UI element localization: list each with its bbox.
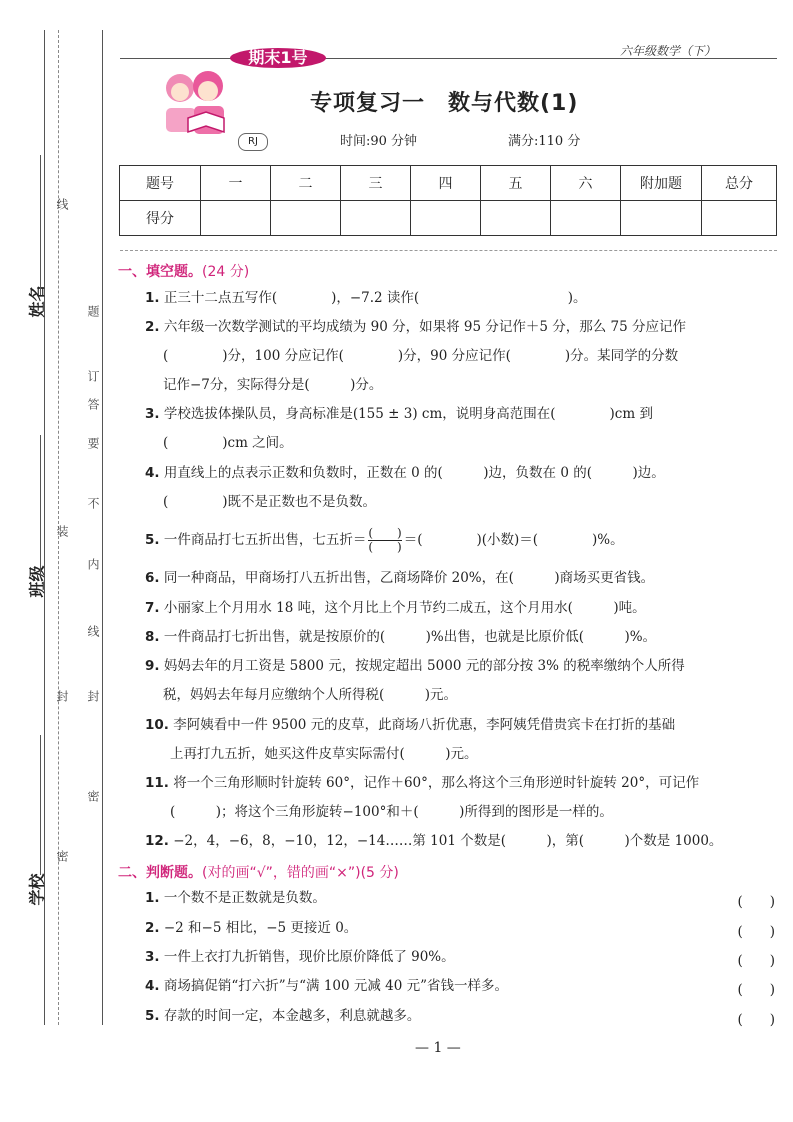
q-text: 用直线上的点表示正数和负数时，正数在 0 的( )边，负数在 0 的( )边。 bbox=[163, 465, 665, 481]
q-num: 1. bbox=[145, 890, 160, 906]
question-10-line2: 上再打九五折，她买这件皮草实际需付( )元。 bbox=[170, 746, 478, 762]
school-label: 学校 bbox=[27, 873, 47, 906]
brand-logo bbox=[228, 38, 328, 72]
page-title: 专项复习一 数与代数(1) bbox=[310, 91, 579, 116]
edition-badge: RJ bbox=[238, 133, 268, 151]
score-table bbox=[119, 165, 777, 236]
question-9-line2: 税，妈妈去年每月应缴纳个人所得税( )元。 bbox=[163, 687, 458, 703]
question-11-line2: ( )；将这个三角形旋转−100°和＋( )所得到的图形是一样的。 bbox=[170, 804, 613, 820]
question-3-line2: ( )cm 之间。 bbox=[163, 435, 293, 451]
q-text: 一件商品打七折出售，就是按原价的( )%出售，也就是比原价低( )%。 bbox=[163, 629, 657, 645]
score-table-header-row bbox=[120, 166, 777, 201]
score-header-cell: 五 bbox=[481, 166, 551, 201]
binding-char-xian: 线 bbox=[55, 198, 69, 212]
score-input-cell[interactable] bbox=[271, 201, 341, 236]
answer-paren[interactable]: ( ) bbox=[737, 894, 775, 910]
q-text: 一件商品打七五折出售，七五折＝ bbox=[163, 532, 367, 548]
notice-char-5: 内 bbox=[86, 558, 100, 572]
notice-char-7: 封 bbox=[86, 690, 100, 704]
q-num: 3. bbox=[145, 406, 160, 422]
score-input-cell[interactable] bbox=[621, 201, 702, 236]
binding-char-mi: 密 bbox=[55, 850, 69, 864]
question-4 bbox=[145, 459, 665, 488]
fraction-blank[interactable]: $\frac{( )}{( )}$ bbox=[368, 526, 402, 554]
notice-char-1: 题 bbox=[86, 305, 100, 319]
q-num: 6. bbox=[145, 570, 160, 586]
score-header-cell: 附加题 bbox=[621, 166, 702, 201]
score-input-cell[interactable] bbox=[702, 201, 777, 236]
q-num: 3. bbox=[145, 949, 160, 965]
score-input-cell[interactable] bbox=[411, 201, 481, 236]
question-2-line2: ( )分，100 分应记作( )分，90 分应记作( )分。某同学的分数 bbox=[163, 348, 679, 364]
question-3 bbox=[145, 400, 653, 429]
q-num: 9. bbox=[145, 658, 160, 674]
section1-heading bbox=[118, 261, 249, 281]
binding-char-feng: 封 bbox=[55, 690, 69, 704]
q-text: 一个数不是正数就是负数。 bbox=[163, 890, 326, 906]
score-input-cell[interactable] bbox=[551, 201, 621, 236]
kids-reading-illustration bbox=[148, 66, 240, 142]
question-9 bbox=[145, 652, 685, 681]
q-num: 4. bbox=[145, 465, 160, 481]
q-num: 1. bbox=[145, 290, 160, 306]
q-num: 7. bbox=[145, 600, 160, 616]
section1-points: (24 分) bbox=[202, 264, 250, 280]
answer-paren[interactable]: ( ) bbox=[737, 1012, 775, 1028]
question-12 bbox=[145, 827, 722, 856]
class-label: 班级 bbox=[27, 565, 47, 598]
q-text: 一件上衣打九折销售，现价比原价降低了 90%。 bbox=[163, 949, 455, 965]
score-table-score-row bbox=[120, 201, 777, 236]
q-text: 妈妈去年的月工资是 5800 元，按规定超出 5000 元的部分按 3% 的税率缴纳个人所得 bbox=[163, 658, 685, 674]
notice-char-6: 线 bbox=[86, 625, 100, 639]
judge-question-1 bbox=[145, 884, 326, 913]
grade-label: 六年级数学（下） bbox=[620, 44, 717, 58]
score-row-label: 得分 bbox=[120, 201, 201, 236]
question-6 bbox=[145, 564, 654, 593]
q-text: 学校选拔体操队员，身高标准是(155 ± 3) cm，说明身高范围在( )cm 到 bbox=[163, 406, 653, 422]
score-header-cell: 六 bbox=[551, 166, 621, 201]
notice-char-3: 要 bbox=[86, 437, 100, 451]
question-10 bbox=[145, 711, 675, 740]
notice-char-ding: 订 bbox=[86, 370, 100, 384]
question-2-line3: 记作−7分，实际得分是( )分。 bbox=[163, 377, 383, 393]
answer-paren[interactable]: ( ) bbox=[737, 982, 775, 998]
score-header-cell: 题号 bbox=[120, 166, 201, 201]
question-4-line2: ( )既不是正数也不是负数。 bbox=[163, 494, 377, 510]
answer-paren[interactable]: ( ) bbox=[737, 953, 775, 969]
notice-char-8: 密 bbox=[86, 790, 100, 804]
score-header-cell: 总分 bbox=[702, 166, 777, 201]
judge-question-3 bbox=[145, 943, 455, 972]
question-2 bbox=[145, 313, 686, 342]
score-header-cell: 三 bbox=[341, 166, 411, 201]
q-num: 2. bbox=[145, 319, 160, 335]
q-num: 2. bbox=[145, 920, 160, 936]
judge-question-5 bbox=[145, 1002, 420, 1031]
q-num: 8. bbox=[145, 629, 160, 645]
q-text: 小丽家上个月用水 18 吨，这个月比上个月节约二成五，这个月用水( )吨。 bbox=[163, 600, 646, 616]
class-underline bbox=[40, 435, 42, 575]
page-number: — 1 — bbox=[415, 1040, 461, 1056]
q-num: 4. bbox=[145, 978, 160, 994]
question-7 bbox=[145, 594, 646, 623]
score-header-cell: 一 bbox=[201, 166, 271, 201]
notice-char-4: 不 bbox=[86, 497, 100, 511]
q-text: 李阿姨看中一件 9500 元的皮草，此商场八折优惠，李阿姨凭借贵宾卡在打折的基础 bbox=[173, 717, 676, 733]
binding-char-zhuang: 装 bbox=[55, 525, 69, 539]
section1-title: 一、填空题。 bbox=[118, 264, 202, 280]
q-text: 同一种商品，甲商场打八五折出售，乙商场降价 20%，在( )商场买更省钱。 bbox=[163, 570, 655, 586]
school-underline bbox=[40, 735, 42, 875]
divider bbox=[120, 250, 777, 251]
question-1 bbox=[145, 284, 586, 313]
question-8 bbox=[145, 623, 656, 652]
section2-heading bbox=[118, 862, 399, 882]
q-text: −2，4，−6，8，−10，12，−14……第 101 个数是( )，第( )个数是 1000。 bbox=[173, 833, 723, 849]
q-text: 存款的时间一定，本金越多，利息就越多。 bbox=[163, 1008, 421, 1024]
q-text: 正三十二点五写作( )，−7.2 读作( )。 bbox=[163, 290, 587, 306]
name-label: 姓名 bbox=[27, 285, 47, 318]
q-num: 10. bbox=[145, 717, 169, 733]
score-input-cell[interactable] bbox=[341, 201, 411, 236]
section2-points: (对的画“√”，错的画“×”)(5 分) bbox=[202, 865, 399, 881]
q-text: 商场搞促销“打六折”与“满 100 元减 40 元”省钱一样多。 bbox=[163, 978, 509, 994]
q-num: 11. bbox=[145, 775, 169, 791]
answer-paren[interactable]: ( ) bbox=[737, 924, 775, 940]
exam-time: 时间:90 分钟 bbox=[340, 134, 418, 149]
q-text: 将一个三角形顺时针旋转 60°，记作＋60°，那么将这个三角形逆时针旋转 20°，可记作 bbox=[173, 775, 700, 791]
name-underline bbox=[40, 155, 42, 295]
q-text-b: ＝( )(小数)＝( )%。 bbox=[403, 532, 624, 548]
notice-char-2: 答 bbox=[86, 398, 100, 412]
score-header-cell: 二 bbox=[271, 166, 341, 201]
question-5 bbox=[145, 526, 624, 555]
q-num: 5. bbox=[145, 532, 160, 548]
binding-line-inner bbox=[102, 30, 103, 1025]
judge-question-4 bbox=[145, 972, 508, 1001]
score-input-cell[interactable] bbox=[201, 201, 271, 236]
q-num: 12. bbox=[145, 833, 169, 849]
q-text: −2 和−5 相比，−5 更接近 0。 bbox=[163, 920, 358, 936]
q-num: 5. bbox=[145, 1008, 160, 1024]
question-11 bbox=[145, 769, 699, 798]
q-text: 六年级一次数学测试的平均成绩为 90 分，如果将 95 分记作＋5 分，那么 75 分应记作 bbox=[163, 319, 686, 335]
score-input-cell[interactable] bbox=[481, 201, 551, 236]
brand-logo-text: 期末1号 bbox=[248, 48, 308, 67]
section2-title: 二、判断题。 bbox=[118, 865, 202, 881]
judge-question-2 bbox=[145, 914, 357, 943]
full-score: 满分:110 分 bbox=[508, 134, 581, 149]
score-header-cell: 四 bbox=[411, 166, 481, 201]
